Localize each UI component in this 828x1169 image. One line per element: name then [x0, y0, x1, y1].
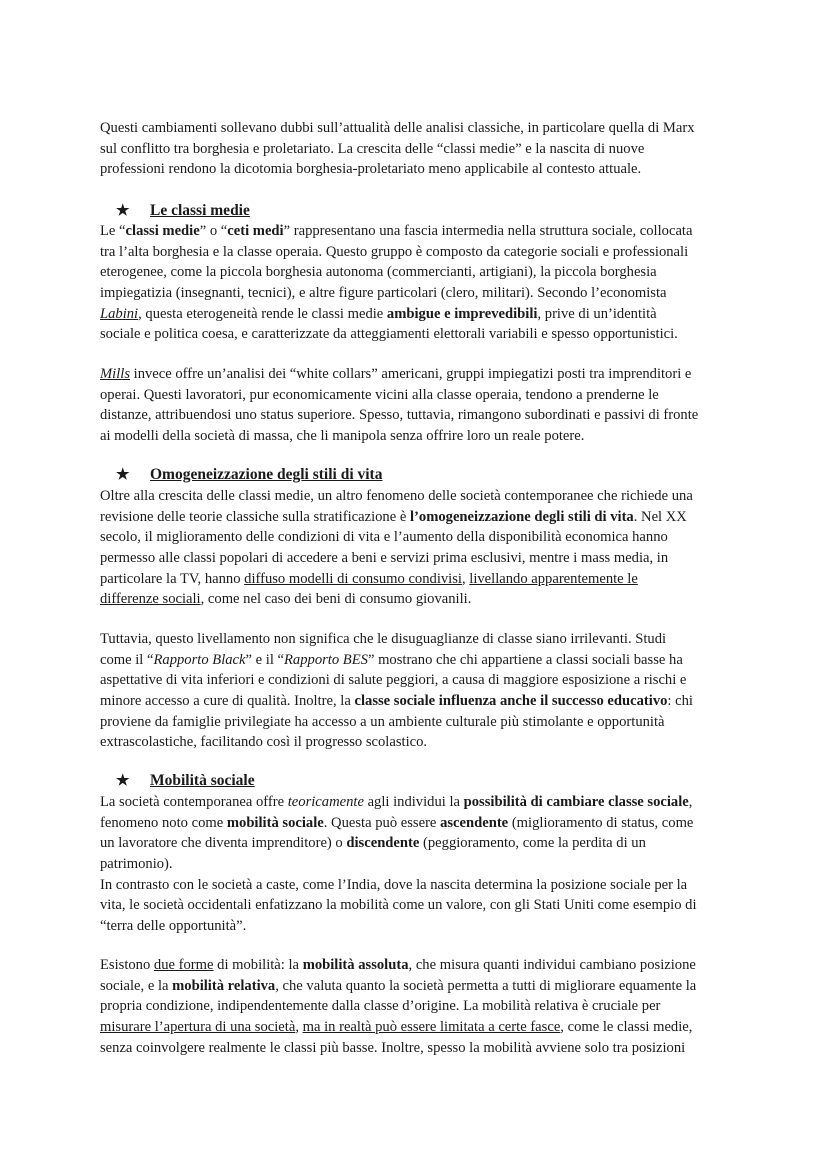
text-line — [100, 976, 740, 997]
text-line — [100, 324, 740, 345]
emphasized-text: discendente — [346, 835, 420, 852]
text-line — [100, 875, 740, 896]
text-line — [100, 139, 740, 160]
text-run: , — [295, 1019, 303, 1036]
text-line — [100, 996, 740, 1017]
emphasized-text: Rapporto BES — [284, 651, 368, 668]
text-run: operai. Questi lavoratori, pur economicamente vicini alla classe operaia, tendono a prenderne le — [100, 386, 659, 403]
text-run: di mobilità: la — [213, 957, 303, 973]
text-line — [100, 507, 740, 528]
text-run: Tuttavia, questo livellamento non significa che le disuguaglianze di classe siano irrilevanti. Studi — [100, 631, 667, 647]
text-line — [100, 691, 740, 712]
emphasized-text: teoricamente — [287, 794, 364, 810]
text-run: vita, le società occidentali enfatizzano la mobilità come un valore, con gli Stati Uniti come esempio di — [100, 897, 697, 914]
text-run: , prive di un’identità — [537, 305, 657, 322]
text-line — [100, 916, 740, 937]
text-run: sociale e politica coesa, e caratterizzate da atteggiamenti elettorali variabili e spesso opportunistici. — [100, 326, 678, 343]
text-run: particolare la TV, hanno — [100, 570, 245, 587]
text-line — [100, 283, 740, 304]
text-line — [100, 732, 740, 753]
text-run: , — [461, 570, 470, 587]
text-line — [100, 813, 740, 834]
text-line — [100, 650, 740, 671]
text-run: senza coinvolgere realmente le classi più basse. Inoltre, spesso la mobilità avviene solo tra posizioni — [100, 1039, 686, 1056]
text-line — [100, 364, 740, 385]
text-run: come il “ — [100, 651, 154, 668]
emphasized-text: differenze sociali — [100, 591, 201, 608]
text-line — [100, 385, 740, 406]
section-heading-text: Le classi medie — [150, 202, 250, 219]
emphasized-text: possibilità di cambiare classe sociale — [463, 794, 689, 810]
text-run: , come le classi medie, — [560, 1019, 693, 1036]
emphasized-text: l’omogeneizzazione degli stili di vita — [409, 508, 634, 525]
text-run: ” rappresentano una fascia intermedia nella struttura sociale, collocata — [283, 223, 693, 239]
text-run: aspettative di vita inferiori e condizioni di salute peggiori, a causa di maggiore esposizione a rischi e — [100, 672, 687, 689]
section-heading — [116, 465, 756, 486]
text-run: ” e il “ — [245, 651, 285, 668]
text-run: un lavoratore che diventa imprenditore) o — [100, 835, 347, 852]
text-line — [100, 792, 740, 813]
text-line — [100, 426, 740, 447]
text-run: Questi cambiamenti sollevano dubbi sull’attualità delle analisi classiche, in particolare quella di Marx — [100, 120, 695, 136]
emphasized-text: Rapporto Black — [153, 651, 246, 668]
text-line — [100, 548, 740, 569]
star-bullet-icon: ★ — [116, 203, 130, 219]
emphasized-text: misurare l’apertura di una società — [100, 1019, 296, 1036]
star-bullet-icon: ★ — [116, 467, 130, 483]
emphasized-text: ambigue e imprevedibili — [386, 305, 538, 322]
emphasized-text: classe sociale influenza anche il successo educativo — [354, 693, 668, 710]
text-line — [100, 895, 740, 916]
text-line — [100, 486, 740, 507]
text-run: permesso alle classi popolari di accedere a beni e servizi prima esclusivi, mentre i mass media, in — [100, 550, 669, 567]
section-heading-text: Mobilità sociale — [150, 772, 255, 789]
text-run: ” o “ — [199, 223, 228, 239]
text-run: , come nel caso dei beni di consumo giovanili. — [200, 591, 472, 608]
emphasized-text: mobilità relativa — [172, 977, 276, 994]
text-line — [100, 712, 740, 733]
text-run: ” mostrano che chi appartiene a classi sociali basse ha — [367, 651, 683, 668]
text-run: extrascolastiche, facilitando così il progresso scolastico. — [100, 734, 428, 751]
paragraph — [100, 955, 740, 1058]
text-run: sul conflitto tra borghesia e proletariato. La crescita delle “classi medie” e la nascita di nuove — [100, 140, 645, 157]
text-run: Le “ — [100, 223, 126, 239]
paragraph — [100, 364, 740, 447]
text-run: , che valuta quanto la società permetta a tutti di migliorare equamente la — [275, 977, 697, 994]
emphasized-text: classi medie — [125, 223, 200, 239]
text-line — [100, 629, 740, 650]
emphasized-text: Mills — [100, 366, 130, 382]
emphasized-text: livellando apparentemente le — [469, 570, 638, 587]
text-run: eterogenee, come la piccola borghesia autonoma (commercianti, artigiani), la piccola borghesia — [100, 264, 657, 281]
text-run: secolo, il miglioramento delle condizioni di vita e l’aumento della disponibilità economica hanno — [100, 529, 668, 546]
text-run: propria condizione, indipendentemente dalla classe d’origine. La mobilità relativa è cruciale per — [100, 998, 661, 1015]
text-run: proviene da famiglie privilegiate ha accesso a un ambiente culturale più stimolante e opportunità — [100, 713, 665, 730]
text-line — [100, 527, 740, 548]
paragraph — [100, 486, 740, 610]
emphasized-text: mobilità sociale — [226, 814, 324, 831]
text-run: revisione delle teorie classiche sulla stratificazione è — [100, 508, 410, 525]
emphasized-text: due forme — [153, 957, 214, 973]
text-run: distanze, attribuendosi uno status superiore. Spesso, tuttavia, rimangono subordinati e passivi di fronte — [100, 407, 699, 424]
text-run: . Questa può essere — [323, 814, 441, 831]
emphasized-text: mobilità assoluta — [302, 957, 409, 973]
text-run: (peggioramento, come la perdita di un — [419, 835, 646, 852]
text-line — [100, 1038, 740, 1059]
text-run: agli individui la — [363, 794, 464, 810]
paragraph — [100, 629, 740, 753]
text-line — [100, 833, 740, 854]
emphasized-text: Labini — [100, 305, 139, 322]
text-run: : chi — [667, 693, 693, 710]
text-line — [100, 304, 740, 325]
section-heading-text: Omogeneizzazione degli stili di vita — [150, 466, 383, 483]
section-heading — [116, 201, 756, 222]
paragraph — [100, 221, 740, 345]
text-run: impiegatizia (insegnanti, tecnici), e altre figure particolari (clero, militari). Secondo l’economista — [100, 285, 667, 302]
text-line — [100, 221, 740, 242]
text-line — [100, 242, 740, 263]
text-run: , — [688, 794, 693, 810]
section-heading — [116, 771, 756, 792]
text-line — [100, 670, 740, 691]
text-run: “terra delle opportunità”. — [100, 918, 247, 935]
text-run: Oltre alla crescita delle classi medie, un altro fenomeno delle società contemporanee che richiede una — [100, 488, 693, 504]
text-line — [100, 854, 740, 875]
text-run: (miglioramento di status, come — [508, 814, 694, 831]
text-line — [100, 405, 740, 426]
emphasized-text: diffuso modelli di consumo condivisi — [244, 570, 462, 587]
text-line — [100, 569, 740, 590]
text-run: ai modelli della società di massa, che li manipola senza offrire loro un reale potere. — [100, 428, 585, 445]
emphasized-text: ascendente — [440, 814, 509, 831]
text-run: . Nel XX — [633, 508, 687, 525]
emphasized-text: ma in realtà può essere limitata a certe fasce — [302, 1019, 561, 1036]
text-line — [100, 1017, 740, 1038]
text-line — [100, 262, 740, 283]
text-run: sociale, e la — [100, 977, 173, 994]
text-run: minore accesso a cure di qualità. Inoltre, la — [100, 693, 355, 710]
text-line — [100, 955, 740, 976]
emphasized-text: ceti medi — [227, 223, 284, 239]
text-run: , questa eterogeneità rende le classi medie — [138, 305, 387, 322]
text-line — [100, 589, 740, 610]
paragraph — [100, 792, 740, 937]
text-run: tra l’alta borghesia e la classe operaia. Questo gruppo è composto da categorie sociali e professionali — [100, 243, 689, 260]
paragraph — [100, 118, 740, 180]
text-line — [100, 118, 740, 139]
star-bullet-icon: ★ — [116, 773, 130, 789]
text-run: invece offre un’analisi dei “white collars” americani, gruppi impiegatizi posti tra imprenditori e — [130, 366, 692, 382]
text-run: Esistono — [100, 957, 154, 973]
text-run: professioni rendono la dicotomia borghesia-proletariato meno applicabile al contesto attuale. — [100, 161, 642, 178]
text-run: La società contemporanea offre — [100, 794, 288, 810]
text-run: In contrasto con le società a caste, come l’India, dove la nascita determina la posizione sociale per la — [100, 876, 688, 893]
text-run: fenomeno noto come — [100, 814, 227, 831]
text-run: patrimonio). — [100, 856, 173, 873]
text-run: , che misura quanti individui cambiano posizione — [408, 957, 696, 973]
text-line — [100, 159, 740, 180]
